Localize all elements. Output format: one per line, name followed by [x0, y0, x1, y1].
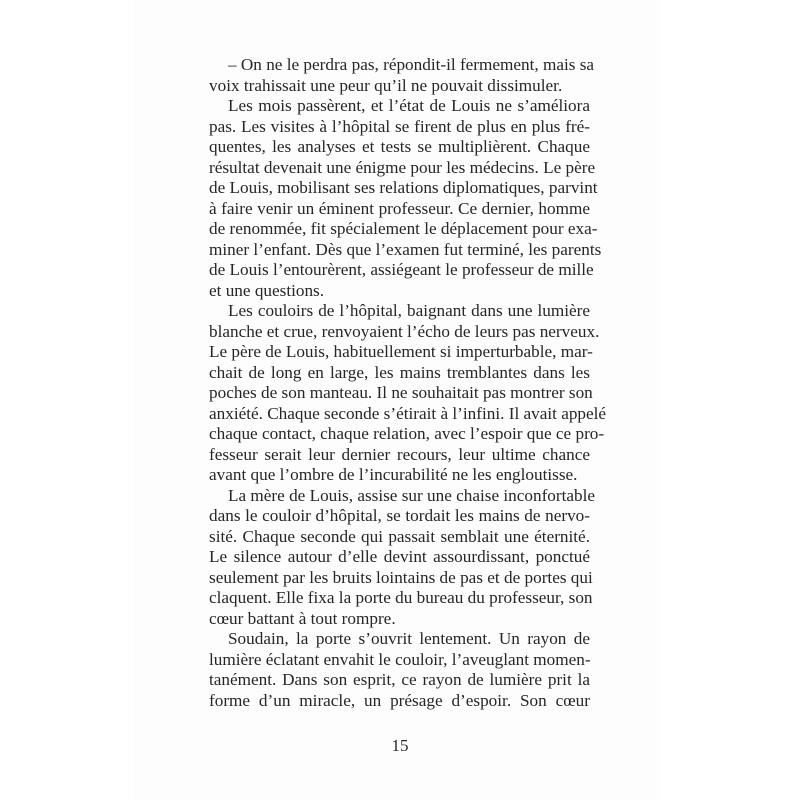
- text-line: de renommée, fit spécialement le déplacement pour exa-: [209, 219, 598, 238]
- text-line: de Louis, mobilisant ses relations diplomatiques, parvint: [209, 178, 598, 197]
- text-line: miner l’enfant. Dès que l’examen fut terminé, les parents: [209, 239, 602, 259]
- text-line: lumière éclatant envahit le couloir, l’aveuglant momen-: [209, 649, 591, 669]
- text-line: Soudain, la porte s’ouvrit lentement. Un rayon de: [228, 629, 590, 648]
- text-line: cœur battant à tout rompre.: [209, 608, 396, 628]
- text-line: et une questions.: [209, 280, 325, 300]
- text-line: fesseur serait leur dernier recours, leur ultime chance: [209, 444, 590, 464]
- paragraph: [209, 96, 602, 301]
- text-line: de Louis l’entourèrent, assiégeant le professeur de mille: [209, 260, 594, 279]
- text-line: poches de son manteau. Il ne souhaitait pas montrer son: [209, 383, 593, 402]
- text-line: dans le couloir d’hôpital, se tordait les mains de nervo-: [209, 506, 590, 525]
- text-line: Les couloirs de l’hôpital, baignant dans une lumière: [228, 301, 590, 320]
- text-line: quentes, les analyses et tests se multiplièrent. Chaque: [209, 137, 590, 156]
- paragraph: [209, 629, 590, 711]
- text-line: Les mois passèrent, et l’état de Louis ne s’améliora: [228, 96, 590, 115]
- text-line: blanche et crue, renvoyaient l’écho de leurs pas nerveux.: [209, 321, 600, 341]
- text-line: sité. Chaque seconde qui passait semblait une éternité.: [209, 526, 590, 546]
- paragraph: [209, 55, 595, 96]
- text-line: forme d’un miracle, un présage d’espoir. Son cœur: [209, 690, 590, 710]
- text-line: chait de long en large, les mains tremblantes dans les: [209, 362, 590, 382]
- text-line: à faire venir un éminent professeur. Ce dernier, homme: [209, 198, 590, 218]
- text-line: Le père de Louis, habituellement si imperturbable, mar-: [209, 342, 593, 361]
- text-line: claquent. Elle fixa la porte du bureau du professeur, son: [209, 588, 593, 607]
- paragraph: [209, 485, 596, 630]
- page-number: 15: [391, 736, 409, 755]
- text-line: avant que l’ombre de l’incurabilité ne les engloutisse.: [209, 465, 578, 484]
- text-line: voix trahissait une peur qu’il ne pouvait dissimuler.: [209, 75, 563, 95]
- text-line: – On ne le perdra pas, répondit-il fermement, mais sa: [228, 55, 595, 74]
- text-line: tanément. Dans son esprit, ce rayon de lumière prit la: [209, 670, 590, 689]
- body-text: [209, 55, 607, 711]
- paragraph: [209, 301, 607, 486]
- text-line: seulement par les bruits lointains de pas et de portes qui: [209, 567, 593, 587]
- text-line: La mère de Louis, assise sur une chaise inconfortable: [228, 485, 596, 505]
- text-line: chaque contact, chaque relation, avec l’espoir que ce pro-: [209, 424, 605, 443]
- text-line: Le silence autour d’elle devint assourdissant, ponctué: [209, 547, 590, 566]
- text-line: pas. Les visites à l’hôpital se firent de plus en plus fré-: [209, 116, 590, 136]
- text-line: anxiété. Chaque seconde s’étirait à l’infini. Il avait appelé: [209, 403, 607, 423]
- text-line: résultat devenait une énigme pour les médecins. Le père: [209, 157, 596, 177]
